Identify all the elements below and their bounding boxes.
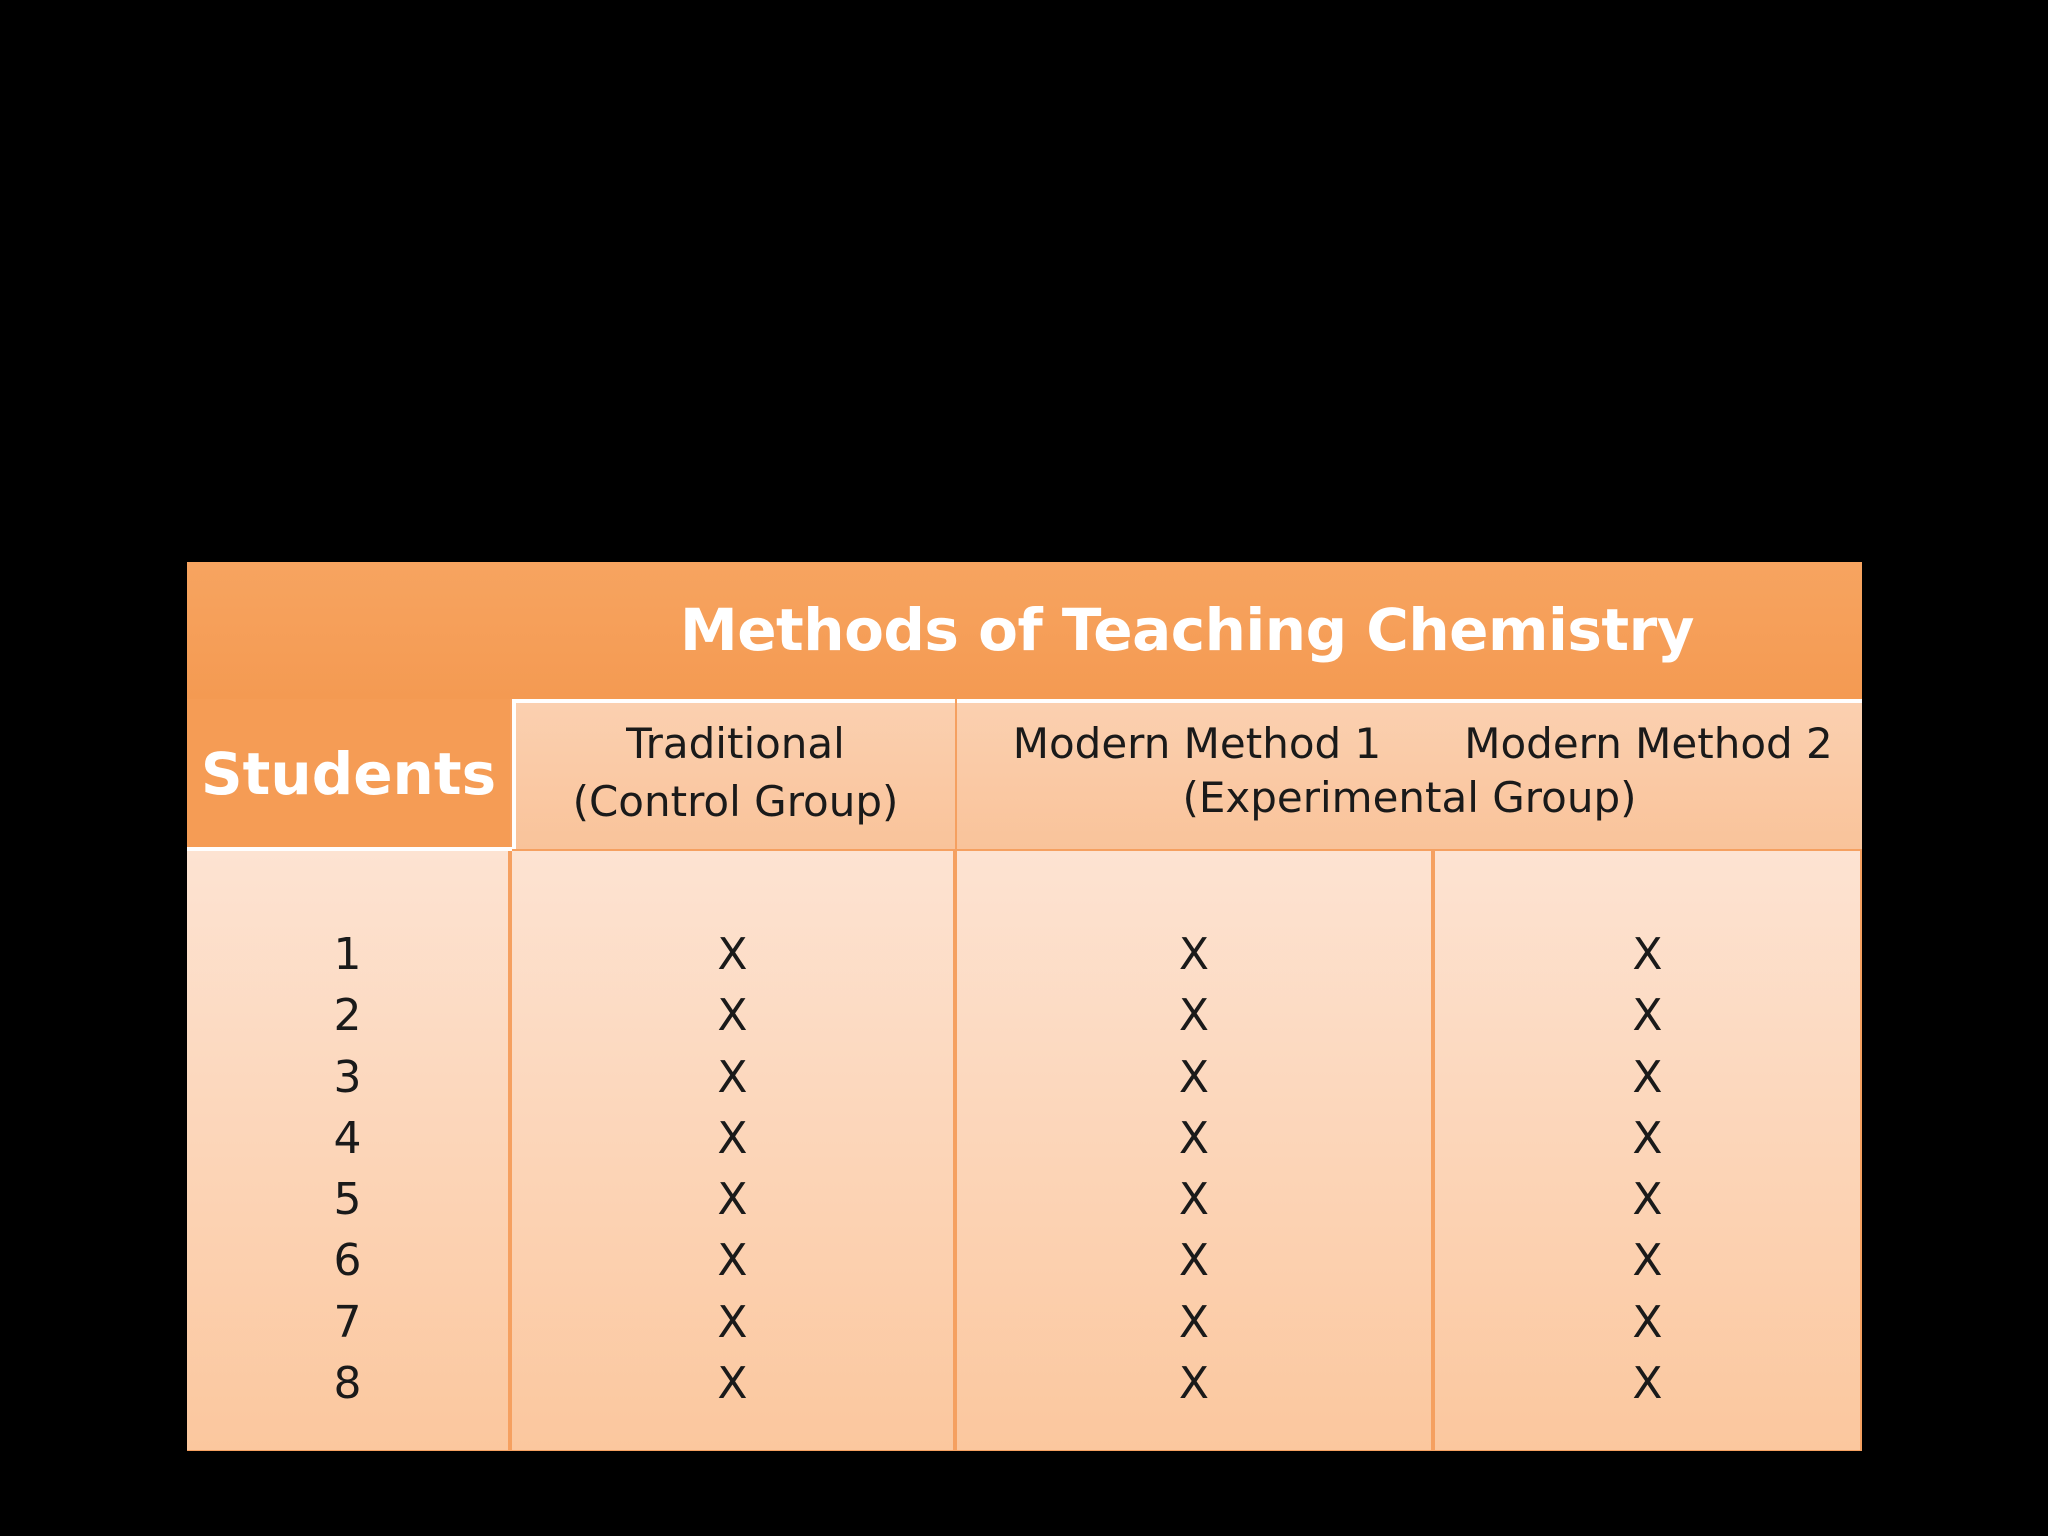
modern-method-2-mark: X — [1632, 929, 1663, 980]
modern-method-2-mark: X — [1632, 990, 1663, 1042]
experimental-group-label: (Experimental Group) — [1182, 773, 1637, 822]
traditional-mark: X — [717, 929, 748, 980]
modern-method-1-mark: X — [1178, 1296, 1210, 1348]
student-number: 3 — [333, 1051, 362, 1103]
student-number: 5 — [333, 1174, 362, 1226]
traditional-mark: X — [717, 1174, 748, 1226]
traditional-header-label — [516, 715, 955, 831]
traditional-header-cell — [512, 699, 955, 849]
modern-method-1-mark: X — [1178, 929, 1210, 980]
students-header: Students — [187, 699, 510, 849]
modern-method-2-mark: X — [1632, 1112, 1663, 1164]
student-number: 4 — [333, 1112, 362, 1164]
modern-method-1-mark: X — [1178, 990, 1210, 1042]
modern-method-2-mark: X — [1632, 1296, 1663, 1348]
student-number: 1 — [333, 929, 362, 980]
student-number: 8 — [333, 1358, 362, 1410]
modern-method-1-mark: X — [1178, 1358, 1210, 1410]
traditional-mark: X — [717, 1296, 748, 1348]
modern-method-2-mark: X — [1632, 1235, 1663, 1287]
traditional-mark: X — [717, 990, 748, 1042]
modern-method-1-mark: X — [1178, 1235, 1210, 1287]
students-list — [187, 924, 508, 1414]
traditional-label-line2: (Control Group) — [572, 777, 899, 826]
modern-method-1-list — [957, 924, 1431, 1414]
student-number: 2 — [333, 990, 362, 1042]
experimental-header-cell — [957, 699, 1862, 849]
traditional-mark: X — [717, 1112, 748, 1164]
modern-method-2-mark: X — [1632, 1174, 1663, 1226]
traditional-mark: X — [717, 1235, 748, 1287]
modern-method-1-mark: X — [1178, 1174, 1210, 1226]
modern-method-1-header: Modern Method 1 — [1012, 719, 1382, 768]
traditional-mark: X — [717, 1358, 748, 1410]
student-number: 6 — [333, 1235, 362, 1287]
modern-method-1-mark: X — [1178, 1051, 1210, 1103]
modern-method-2-mark: X — [1632, 1358, 1663, 1410]
methods-table — [187, 562, 1862, 1451]
modern-method-1-mark: X — [1178, 1112, 1210, 1164]
traditional-list — [512, 924, 953, 1414]
traditional-label-line1: Traditional — [626, 719, 845, 768]
modern-method-2-mark: X — [1632, 1051, 1663, 1103]
student-number: 7 — [333, 1296, 362, 1348]
traditional-mark: X — [717, 1051, 748, 1103]
table-title: Methods of Teaching Chemistry — [680, 595, 1694, 664]
modern-method-2-list — [1435, 924, 1860, 1414]
modern-method-2-header: Modern Method 2 — [1464, 719, 1833, 768]
